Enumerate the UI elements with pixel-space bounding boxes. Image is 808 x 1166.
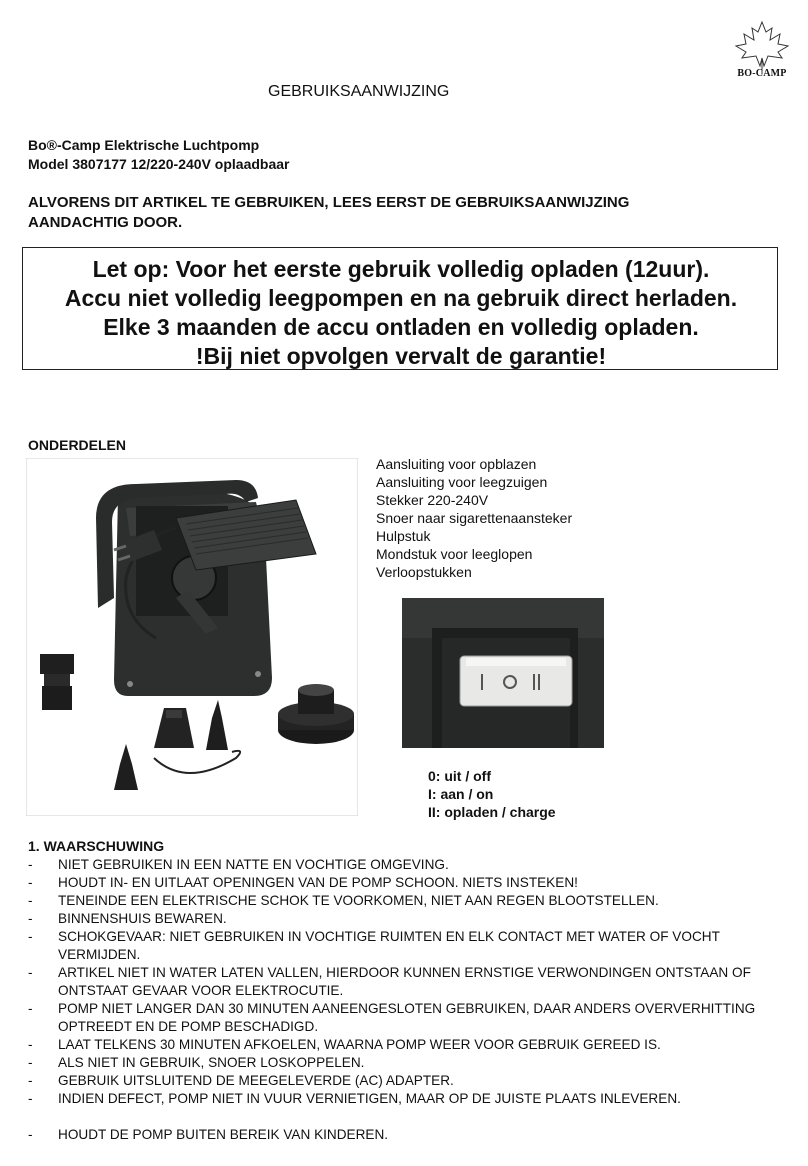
warning-text: TENEINDE EEN ELEKTRISCHE SCHOK TE VOORKOMEN, NIET AAN REGEN BLOOTSTELLEN. — [58, 893, 659, 908]
warning-item: - LAAT TELKENS 30 MINUTEN AFKOELEN, WAARNA POMP WEER VOOR GEBRUIK GEREED IS. — [28, 1036, 788, 1054]
warning-text: LAAT TELKENS 30 MINUTEN AFKOELEN, WAARNA POMP WEER VOOR GEBRUIK GEREED IS. — [58, 1037, 661, 1052]
warning-item: - BINNENSHUIS BEWAREN. — [28, 910, 788, 928]
part-label: Aansluiting voor opblazen — [376, 456, 537, 472]
warning-text: INDIEN DEFECT, POMP NIET IN VUUR VERNIETIGEN, MAAR OP DE JUISTE PLAATS INLEVEREN. — [58, 1091, 681, 1106]
warning-item: - TENEINDE EEN ELEKTRISCHE SCHOK TE VOORKOMEN, NIET AAN REGEN BLOOTSTELLEN. — [28, 892, 788, 910]
warning-item: - HOUDT DE POMP BUITEN BEREIK VAN KINDEREN. — [28, 1126, 788, 1144]
warning-text: SCHOKGEVAAR: NIET GEBRUIKEN IN VOCHTIGE RUIMTEN EN ELK CONTACT MET WATER OF VOCHT VERMIJDEN. — [58, 929, 720, 962]
warning-item: - ALS NIET IN GEBRUIK, SNOER LOSKOPPELEN. — [28, 1054, 788, 1072]
notice-line: !Bij niet opvolgen vervalt de garantie! — [195, 343, 607, 369]
notice-line: Let op: Voor het eerste gebruik volledig opladen (12uur). — [92, 256, 710, 282]
warning-item: - ARTIKEL NIET IN WATER LATEN VALLEN, HIERDOOR KUNNEN ERNSTIGE VERWONDINGEN ONTSTAAN OF ONTSTAAT GEVAAR VOOR ELEKTROCUTIE. — [28, 964, 788, 999]
warning-item: - INDIEN DEFECT, POMP NIET IN VUUR VERNIETIGEN, MAAR OP DE JUISTE PLAATS INLEVEREN. — [28, 1090, 788, 1108]
warning-item: - HOUDT IN- EN UITLAAT OPENINGEN VAN DE POMP SCHOON. NIETS INSTEKEN! — [28, 874, 788, 892]
product-name: Bo®-Camp Elektrische Luchtpomp — [28, 137, 260, 153]
part-label: Stekker 220-240V — [376, 492, 489, 508]
warning-item: - SCHOKGEVAAR: NIET GEBRUIKEN IN VOCHTIGE RUIMTEN EN ELK CONTACT MET WATER OF VOCHT VERMIJDEN. — [28, 928, 788, 963]
product-photo — [26, 458, 358, 816]
warning-text: ALS NIET IN GEBRUIK, SNOER LOSKOPPELEN. — [58, 1055, 365, 1070]
warning-text: BINNENSHUIS BEWAREN. — [58, 911, 227, 926]
notice-line: Accu niet volledig leegpompen en na gebruik direct herladen. — [64, 285, 738, 311]
switch-photo — [402, 598, 604, 748]
parts-heading: ONDERDELEN — [28, 437, 127, 453]
warning-text: HOUDT DE POMP BUITEN BEREIK VAN KINDEREN. — [58, 1127, 389, 1142]
part-label: Verloopstukken — [376, 564, 472, 580]
part-label: Mondstuk voor leeglopen — [376, 546, 533, 562]
logo-text: BO-CAMP — [737, 68, 787, 79]
warning-text: HOUDT IN- EN UITLAAT OPENINGEN VAN DE POMP SCHOON. NIETS INSTEKEN! — [58, 875, 578, 890]
warning-text: POMP NIET LANGER DAN 30 MINUTEN AANEENGESLOTEN GEBRUIKEN, DAAR ANDERS OVERVERHITTING OPTREEDT EN DE POMP BESCHADIGD. — [58, 1001, 756, 1034]
warning-text: NIET GEBRUIKEN IN EEN NATTE EN VOCHTIGE OMGEVING. — [58, 857, 449, 872]
warning-item: - NIET GEBRUIKEN IN EEN NATTE EN VOCHTIGE OMGEVING. — [28, 856, 788, 874]
maple-leaf-icon — [730, 18, 794, 74]
notice-box — [22, 247, 778, 370]
part-label: Snoer naar sigarettenaansteker — [376, 510, 573, 526]
warning-text: GEBRUIK UITSLUITEND DE MEEGELEVERDE (AC) ADAPTER. — [58, 1073, 454, 1088]
switch-position-label: II: opladen / charge — [428, 804, 556, 820]
warning-item: - GEBRUIK UITSLUITEND DE MEEGELEVERDE (AC) ADAPTER. — [28, 1072, 788, 1090]
part-label: Aansluiting voor leegzuigen — [376, 474, 548, 490]
bo-camp-logo — [730, 18, 794, 86]
switch-position-label: 0: uit / off — [428, 768, 491, 784]
warning-text: ARTIKEL NIET IN WATER LATEN VALLEN, HIERDOOR KUNNEN ERNSTIGE VERWONDINGEN ONTSTAAN OF ONTSTAAT GEVAAR VOOR ELEKTROCUTIE. — [58, 965, 751, 998]
warning-item: - POMP NIET LANGER DAN 30 MINUTEN AANEENGESLOTEN GEBRUIKEN, DAAR ANDERS OVERVERHITTING OPTREEDT EN DE POMP BESCHADIGD. — [28, 1000, 788, 1035]
switch-position-label: I: aan / on — [428, 786, 494, 802]
warnings-heading: 1. WAARSCHUWING — [28, 838, 165, 854]
product-model: Model 3807177 12/220-240V oplaadbaar — [28, 156, 290, 172]
part-label: Hulpstuk — [376, 528, 431, 544]
document-title: GEBRUIKSAANWIJZING — [268, 83, 450, 100]
notice-line: Elke 3 maanden de accu ontladen en volledig opladen. — [103, 314, 699, 340]
read-first-line-2: AANDACHTIG DOOR. — [28, 214, 183, 231]
read-first-line-1: ALVORENS DIT ARTIKEL TE GEBRUIKEN, LEES EERST DE GEBRUIKSAANWIJZING — [28, 194, 630, 211]
